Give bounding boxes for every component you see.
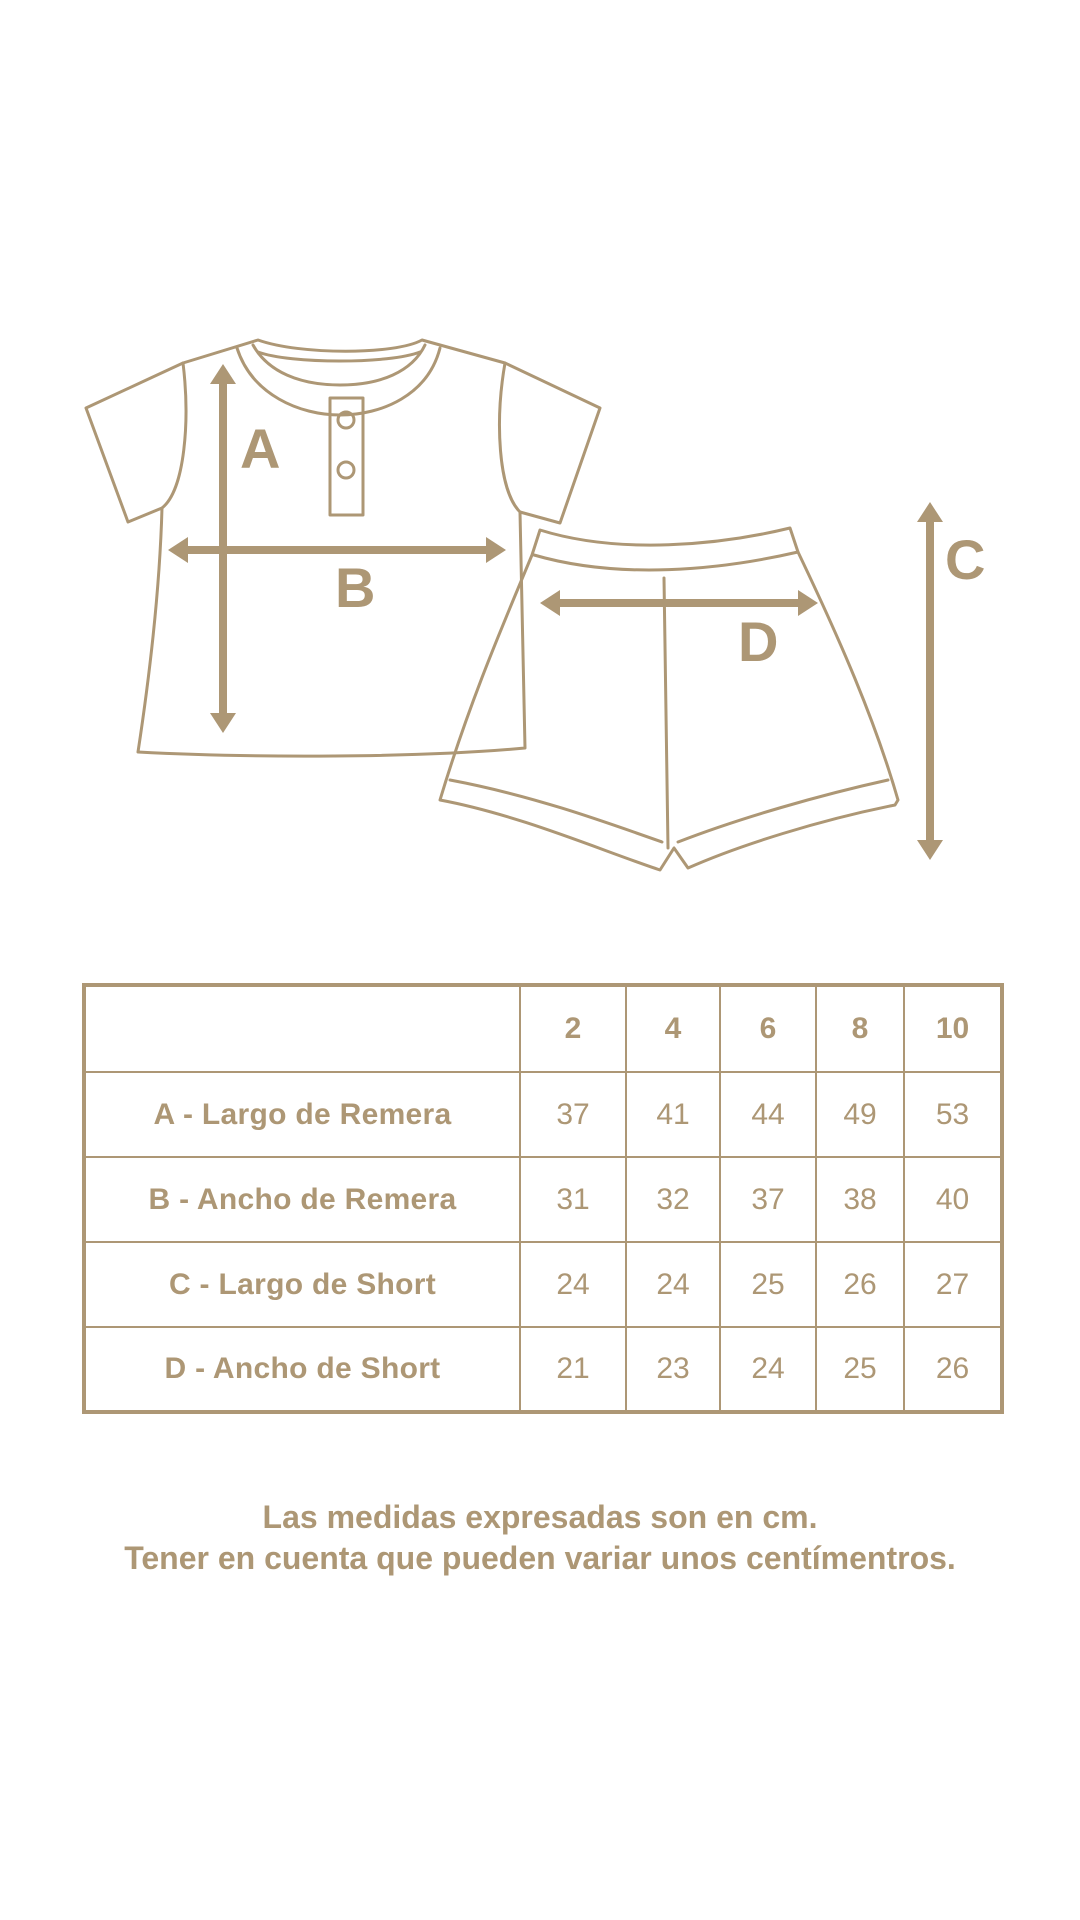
table-row <box>84 1242 1002 1327</box>
table-row <box>84 1327 1002 1412</box>
row-label: C - Largo de Short <box>84 1242 520 1327</box>
table-cell: 24 <box>520 1242 626 1327</box>
table-cell: 44 <box>720 1072 816 1157</box>
footnote <box>0 1497 1080 1579</box>
table-cell: 38 <box>816 1157 904 1242</box>
size-header: 6 <box>720 985 816 1072</box>
table-row <box>84 1072 1002 1157</box>
table-cell: 24 <box>720 1327 816 1412</box>
label-a: A <box>240 417 281 480</box>
garment-diagram <box>0 0 1080 900</box>
table-cell: 21 <box>520 1327 626 1412</box>
table-cell: 26 <box>904 1327 1002 1412</box>
table-cell: 37 <box>520 1072 626 1157</box>
header-empty-cell <box>84 985 520 1072</box>
row-label: A - Largo de Remera <box>84 1072 520 1157</box>
table-cell: 37 <box>720 1157 816 1242</box>
footnote-line-2: Tener en cuenta que pueden variar unos centímentros. <box>124 1540 956 1576</box>
footnote-line-1: Las medidas expresadas son en cm. <box>262 1499 818 1535</box>
table-cell: 24 <box>626 1242 720 1327</box>
size-header: 8 <box>816 985 904 1072</box>
table-cell: 32 <box>626 1157 720 1242</box>
size-chart-table <box>82 983 1004 1414</box>
table-cell: 41 <box>626 1072 720 1157</box>
table-cell: 27 <box>904 1242 1002 1327</box>
table-cell: 25 <box>720 1242 816 1327</box>
label-d: D <box>738 610 779 673</box>
label-c: C <box>945 528 986 591</box>
table-cell: 53 <box>904 1072 1002 1157</box>
table-header-row <box>84 985 1002 1072</box>
row-label: D - Ancho de Short <box>84 1327 520 1412</box>
table-cell: 31 <box>520 1157 626 1242</box>
row-label: B - Ancho de Remera <box>84 1157 520 1242</box>
size-header: 10 <box>904 985 1002 1072</box>
table-cell: 49 <box>816 1072 904 1157</box>
table-row <box>84 1157 1002 1242</box>
table-cell: 25 <box>816 1327 904 1412</box>
table-cell: 23 <box>626 1327 720 1412</box>
table-cell: 26 <box>816 1242 904 1327</box>
size-header: 2 <box>520 985 626 1072</box>
table-cell: 40 <box>904 1157 1002 1242</box>
label-b: B <box>335 556 376 619</box>
size-header: 4 <box>626 985 720 1072</box>
garment-illustration <box>0 0 1080 900</box>
tshirt-collar <box>237 348 440 415</box>
button-bottom <box>338 462 354 478</box>
